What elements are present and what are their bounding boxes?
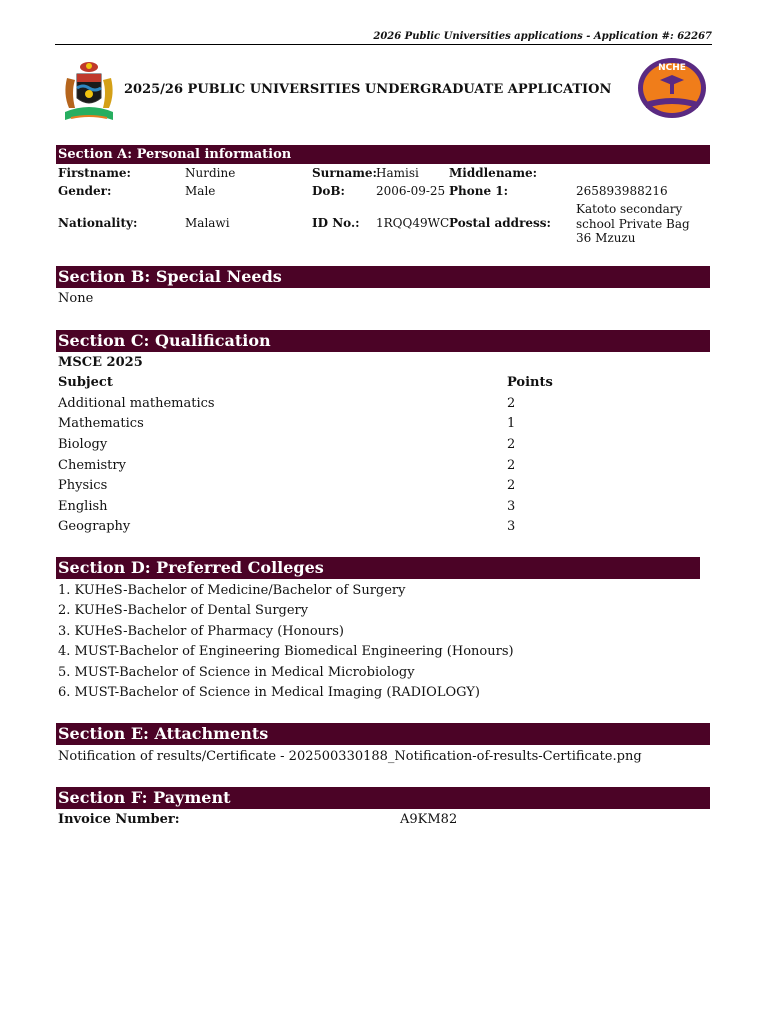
points-cell: 2 [507, 396, 516, 411]
attachment-item[interactable]: Notification of results/Certificate - 202500330188_Notification-of-results-Certificate.png [58, 749, 642, 764]
invoice-value: A9KM82 [400, 812, 458, 827]
coat-of-arms-icon [59, 58, 119, 124]
postal-line: 36 Mzuzu [576, 231, 636, 245]
surname-label: Surname: [312, 166, 377, 180]
points-column-header: Points [507, 375, 553, 390]
list-item: 4. MUST-Bachelor of Engineering Biomedical Engineering (Honours) [58, 644, 514, 659]
special-needs-value: None [58, 291, 94, 306]
page-title: 2025/26 PUBLIC UNIVERSITIES UNDERGRADUATE APPLICATION [124, 82, 612, 97]
points-cell: 1 [507, 416, 516, 431]
header-divider [55, 44, 712, 45]
middlename-label: Middlename: [449, 166, 538, 180]
section-f-heading: Section F: Payment [56, 787, 710, 809]
points-cell: 2 [507, 478, 516, 493]
dob-value: 2006-09-25 [376, 184, 446, 198]
exam-title: MSCE 2025 [58, 355, 143, 370]
invoice-label: Invoice Number: [58, 812, 180, 827]
list-item: 5. MUST-Bachelor of Science in Medical Microbiology [58, 665, 415, 680]
subject-cell: Biology [58, 437, 108, 452]
points-cell: 3 [507, 519, 516, 534]
points-cell: 3 [507, 499, 516, 514]
surname-value: Hamisi [376, 166, 419, 180]
list-item: 6. MUST-Bachelor of Science in Medical Imaging (RADIOLOGY) [58, 685, 480, 700]
subject-cell: Geography [58, 519, 131, 534]
subject-cell: Mathematics [58, 416, 144, 431]
list-item: 3. KUHeS-Bachelor of Pharmacy (Honours) [58, 624, 344, 639]
application-reference: 2026 Public Universities applications - Application #: 62267 [373, 31, 712, 42]
nationality-value: Malawi [185, 216, 230, 230]
phone-value: 265893988216 [576, 184, 668, 198]
list-item: 1. KUHeS-Bachelor of Medicine/Bachelor of Surgery [58, 583, 406, 598]
section-b-heading: Section B: Special Needs [56, 266, 710, 288]
id-label: ID No.: [312, 216, 360, 230]
subject-cell: Physics [58, 478, 108, 493]
nche-logo-icon [632, 56, 712, 122]
list-item: 2. KUHeS-Bachelor of Dental Surgery [58, 603, 309, 618]
postal-line: school Private Bag [576, 216, 690, 231]
section-e-heading: Section E: Attachments [56, 723, 710, 745]
subject-column-header: Subject [58, 375, 113, 390]
gender-value: Male [185, 184, 216, 198]
nche-logo-text: NCHE [658, 63, 686, 73]
points-cell: 2 [507, 437, 516, 452]
subject-cell: Additional mathematics [58, 396, 215, 411]
phone-label: Phone 1: [449, 184, 509, 198]
subject-cell: Chemistry [58, 458, 126, 473]
firstname-value: Nurdine [185, 166, 236, 180]
id-value: 1RQQ49WC [376, 216, 450, 230]
gender-label: Gender: [58, 184, 112, 198]
points-cell: 2 [507, 458, 516, 473]
postal-line: Katoto secondary [576, 202, 683, 216]
nationality-label: Nationality: [58, 216, 138, 230]
postal-label: Postal address: [449, 216, 551, 230]
section-c-heading: Section C: Qualification [56, 330, 710, 352]
section-d-heading: Section D: Preferred Colleges [56, 557, 700, 579]
firstname-label: Firstname: [58, 166, 131, 180]
dob-label: DoB: [312, 184, 345, 198]
postal-address [576, 202, 690, 246]
subject-cell: English [58, 499, 108, 514]
section-a-heading: Section A: Personal information [56, 145, 710, 164]
